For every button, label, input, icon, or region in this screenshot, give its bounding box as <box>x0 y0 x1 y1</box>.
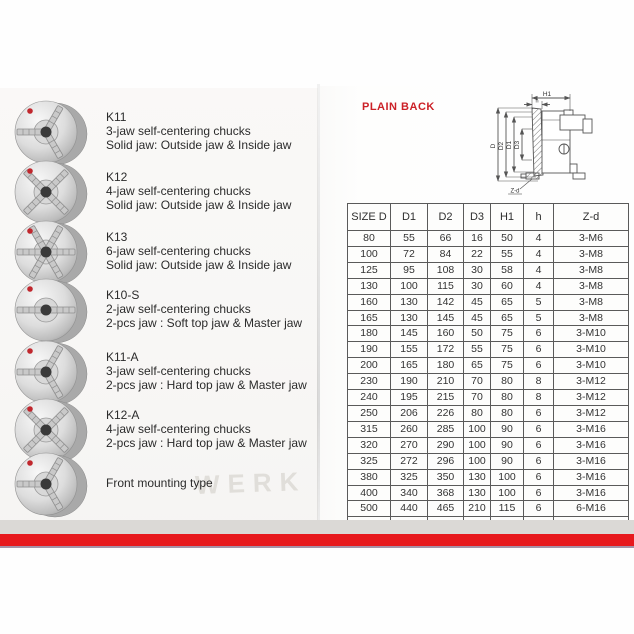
table-cell: 16 <box>464 231 491 247</box>
technical-drawing-svg <box>474 88 634 200</box>
table-cell: 90 <box>491 437 524 453</box>
table-cell: 100 <box>464 421 491 437</box>
table-cell: 80 <box>348 231 391 247</box>
table-cell: 3-M16 <box>554 437 629 453</box>
table-cell: 240 <box>348 390 391 406</box>
product-description-line1: 4-jaw self-centering chucks <box>106 422 251 436</box>
table-cell: 4 <box>524 246 554 262</box>
table-cell: 22 <box>464 246 491 262</box>
product-description-line2: Solid jaw: Outside jaw & Inside jaw <box>106 258 292 272</box>
table-row <box>348 421 629 437</box>
table-cell: 5 <box>524 310 554 326</box>
dim-label-d3: D3 <box>514 140 521 150</box>
dim-label-h: h <box>535 98 539 105</box>
product-description-line2: 2-pcs jaw : Hard top jaw & Master jaw <box>106 436 307 450</box>
table-cell: 3-M8 <box>554 262 629 278</box>
table-header-row <box>348 204 629 231</box>
table-row <box>348 374 629 390</box>
table-header-cell: h <box>524 204 554 231</box>
table-cell: 50 <box>491 231 524 247</box>
table-cell: 80 <box>491 405 524 421</box>
table-cell: 30 <box>464 262 491 278</box>
table-cell: 108 <box>428 262 464 278</box>
product-model: K13 <box>106 230 128 244</box>
table-row <box>348 437 629 453</box>
table-cell: 70 <box>464 374 491 390</box>
chuck-image <box>10 276 90 346</box>
table-cell: 400 <box>348 485 391 501</box>
table-cell: 3-M10 <box>554 342 629 358</box>
table-cell: 325 <box>348 453 391 469</box>
table-cell: 145 <box>428 310 464 326</box>
product-model: K11 <box>106 110 127 124</box>
product-description-line1: 6-jaw self-centering chucks <box>106 244 251 258</box>
table-cell: 130 <box>391 310 428 326</box>
table-row <box>348 358 629 374</box>
product-description-line1: Front mounting type <box>106 476 213 490</box>
table-cell: 206 <box>391 405 428 421</box>
table-cell: 3-M8 <box>554 278 629 294</box>
table-row <box>348 469 629 485</box>
product-description-line2: 2-pcs jaw : Hard top jaw & Master jaw <box>106 378 307 392</box>
table-cell: 30 <box>464 278 491 294</box>
table-cell: 165 <box>391 358 428 374</box>
table-cell: 3-M12 <box>554 405 629 421</box>
product-model: K10-S <box>106 288 140 302</box>
dim-label-zd: Z-d <box>510 188 520 195</box>
table-cell: 3-M12 <box>554 390 629 406</box>
table-cell: 45 <box>464 294 491 310</box>
table-cell: 80 <box>491 374 524 390</box>
table-cell: 3-M16 <box>554 453 629 469</box>
table-cell: 8 <box>524 374 554 390</box>
table-cell: 60 <box>491 278 524 294</box>
table-cell: 190 <box>391 374 428 390</box>
table-cell: 5 <box>524 294 554 310</box>
table-row <box>348 501 629 517</box>
table-cell: 3-M8 <box>554 294 629 310</box>
table-cell: 55 <box>391 231 428 247</box>
table-row <box>348 294 629 310</box>
table-cell: 320 <box>348 437 391 453</box>
table-cell: 90 <box>491 453 524 469</box>
bottom-gray-band <box>0 520 634 534</box>
table-cell: 380 <box>348 469 391 485</box>
table-cell: 65 <box>464 358 491 374</box>
table-cell: 226 <box>428 405 464 421</box>
table-header-cell: D3 <box>464 204 491 231</box>
table-cell: 100 <box>464 453 491 469</box>
size-spec-table <box>347 203 629 533</box>
table-cell: 6 <box>524 501 554 517</box>
table-row <box>348 485 629 501</box>
table-cell: 115 <box>491 501 524 517</box>
table-cell: 6 <box>524 421 554 437</box>
table-cell: 3-M6 <box>554 231 629 247</box>
table-header-cell: D2 <box>428 204 464 231</box>
table-cell: 250 <box>348 405 391 421</box>
table-cell: 130 <box>348 278 391 294</box>
table-cell: 3-M16 <box>554 421 629 437</box>
table-cell: 500 <box>348 501 391 517</box>
dim-label-d2: D2 <box>498 141 505 151</box>
table-cell: 172 <box>428 342 464 358</box>
table-cell: 130 <box>391 294 428 310</box>
table-cell: 75 <box>491 326 524 342</box>
table-cell: 6 <box>524 453 554 469</box>
table-cell: 340 <box>391 485 428 501</box>
table-header-cell: H1 <box>491 204 524 231</box>
table-cell: 160 <box>428 326 464 342</box>
table-cell: 270 <box>391 437 428 453</box>
table-cell: 190 <box>348 342 391 358</box>
table-cell: 368 <box>428 485 464 501</box>
chuck-photo <box>10 276 94 346</box>
product-model: K11-A <box>106 350 139 364</box>
table-cell: 155 <box>391 342 428 358</box>
table-cell: 90 <box>491 421 524 437</box>
table-cell: 296 <box>428 453 464 469</box>
table-row <box>348 405 629 421</box>
table-cell: 290 <box>428 437 464 453</box>
table-cell: 100 <box>491 469 524 485</box>
table-cell: 75 <box>491 358 524 374</box>
table-cell: 65 <box>491 294 524 310</box>
product-text <box>106 450 213 520</box>
table-cell: 95 <box>391 262 428 278</box>
product-description-line2: 2-pcs jaw : Soft top jaw & Master jaw <box>106 316 303 330</box>
table-cell: 50 <box>464 326 491 342</box>
product-entry <box>10 450 322 520</box>
table-cell: 315 <box>348 421 391 437</box>
product-entry <box>10 276 322 346</box>
product-text <box>106 276 302 346</box>
table-cell: 6 <box>524 437 554 453</box>
table-cell: 8 <box>524 390 554 406</box>
table-cell: 115 <box>428 278 464 294</box>
product-description-line2: Solid jaw: Outside jaw & Inside jaw <box>106 198 292 212</box>
table-cell: 210 <box>428 374 464 390</box>
table-cell: 6 <box>524 469 554 485</box>
product-description-line1: 3-jaw self-centering chucks <box>106 124 251 138</box>
table-cell: 3-M16 <box>554 469 629 485</box>
table-header-cell: D1 <box>391 204 428 231</box>
table-cell: 3-M12 <box>554 374 629 390</box>
table-cell: 6 <box>524 342 554 358</box>
table-cell: 130 <box>464 485 491 501</box>
chuck-image <box>10 450 90 520</box>
table-cell: 55 <box>464 342 491 358</box>
table-row <box>348 278 629 294</box>
table-cell: 3-M8 <box>554 310 629 326</box>
table-cell: 180 <box>348 326 391 342</box>
table-header-cell: SIZE D <box>348 204 391 231</box>
table-cell: 3-M10 <box>554 358 629 374</box>
table-cell: 125 <box>348 262 391 278</box>
table-cell: 55 <box>491 246 524 262</box>
bottom-red-stripe <box>0 534 634 546</box>
table-cell: 165 <box>348 310 391 326</box>
size-table-body <box>348 231 629 533</box>
table-cell: 6-M16 <box>554 501 629 517</box>
table-row <box>348 231 629 247</box>
chuck-section-drawing <box>474 88 634 205</box>
table-cell: 6 <box>524 326 554 342</box>
table-cell: 58 <box>491 262 524 278</box>
table-cell: 6 <box>524 358 554 374</box>
table-cell: 440 <box>391 501 428 517</box>
table-row <box>348 246 629 262</box>
table-cell: 350 <box>428 469 464 485</box>
table-cell: 72 <box>391 246 428 262</box>
table-cell: 80 <box>491 390 524 406</box>
table-cell: 130 <box>464 469 491 485</box>
table-cell: 4 <box>524 231 554 247</box>
table-cell: 200 <box>348 358 391 374</box>
table-cell: 65 <box>491 310 524 326</box>
table-cell: 325 <box>391 469 428 485</box>
product-model <box>106 462 213 476</box>
bottom-page-edge <box>0 546 634 548</box>
product-model: K12 <box>106 170 128 184</box>
table-cell: 4 <box>524 278 554 294</box>
table-cell: 145 <box>391 326 428 342</box>
table-cell: 260 <box>391 421 428 437</box>
table-cell: 195 <box>391 390 428 406</box>
table-cell: 160 <box>348 294 391 310</box>
dim-label-d: D <box>490 143 497 149</box>
table-cell: 70 <box>464 390 491 406</box>
chuck-photo <box>10 450 94 520</box>
table-cell: 230 <box>348 374 391 390</box>
table-cell: 66 <box>428 231 464 247</box>
dim-label-d1: D1 <box>506 140 513 150</box>
table-cell: 285 <box>428 421 464 437</box>
table-cell: 272 <box>391 453 428 469</box>
table-cell: 100 <box>348 246 391 262</box>
table-cell: 6 <box>524 405 554 421</box>
table-cell: 3-M8 <box>554 246 629 262</box>
table-cell: 100 <box>391 278 428 294</box>
dim-label-h1: H1 <box>542 91 552 98</box>
table-cell: 84 <box>428 246 464 262</box>
table-cell: 75 <box>491 342 524 358</box>
table-cell: 4 <box>524 262 554 278</box>
table-cell: 80 <box>464 405 491 421</box>
table-row <box>348 326 629 342</box>
table-cell: 210 <box>464 501 491 517</box>
table-row <box>348 310 629 326</box>
table-cell: 6 <box>524 485 554 501</box>
plain-back-heading: PLAIN BACK <box>362 101 435 113</box>
product-model: K12-A <box>106 408 140 422</box>
table-row <box>348 342 629 358</box>
table-cell: 465 <box>428 501 464 517</box>
table-cell: 142 <box>428 294 464 310</box>
table-cell: 45 <box>464 310 491 326</box>
table-cell: 100 <box>491 485 524 501</box>
table-row <box>348 390 629 406</box>
table-row <box>348 262 629 278</box>
product-description-line2: Solid jaw: Outside jaw & Inside jaw <box>106 138 292 152</box>
product-description-line1: 4-jaw self-centering chucks <box>106 184 251 198</box>
table-cell: 100 <box>464 437 491 453</box>
product-description-line1: 2-jaw self-centering chucks <box>106 302 251 316</box>
table-cell: 3-M10 <box>554 326 629 342</box>
table-cell: 3-M16 <box>554 485 629 501</box>
table-cell: 180 <box>428 358 464 374</box>
table-cell: 215 <box>428 390 464 406</box>
watermark-text: WERK <box>194 466 307 500</box>
product-description-line1: 3-jaw self-centering chucks <box>106 364 251 378</box>
table-header-cell: Z-d <box>554 204 629 231</box>
table-row <box>348 453 629 469</box>
